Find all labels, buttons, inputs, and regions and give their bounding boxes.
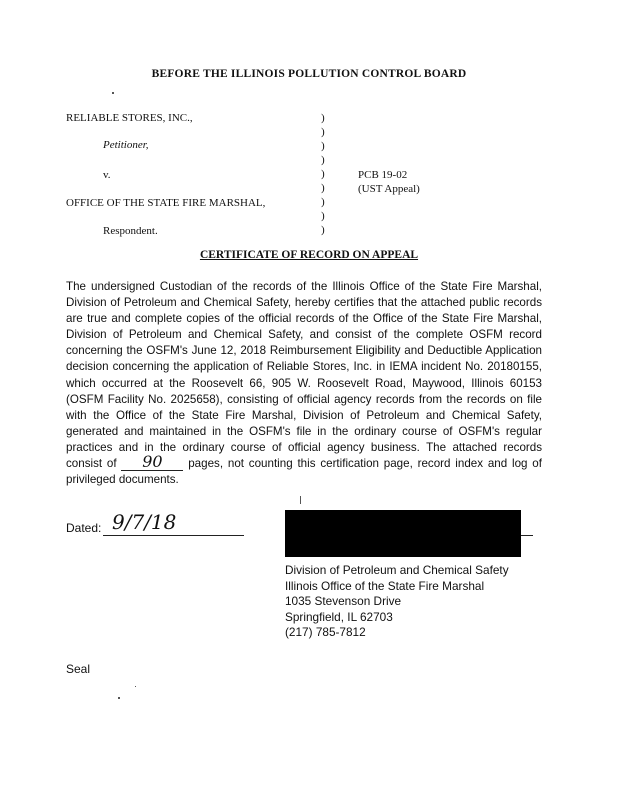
petitioner-role: Petitioner, [103, 139, 149, 151]
caption-paren: ) [321, 210, 325, 222]
dated-handwritten-value: 9/7/18 [112, 510, 177, 534]
certificate-body-text: The undersigned Custodian of the records of the Illinois Office of the State Fire Marshal, Division of Petroleum and Chemical Safety, hereby certifies that the attached public records are true and complete copies of the official records of the Office of the State Fire Marshal, Division of Petroleum and Chemical Safety, and consist of the complete OSFM record concerning the OSFM's June 12, 2018 Reimbursement Eligibility and Deductible Application decision concerning the application of Reliable Stores, Inc. in IEMA incident No. 20180155, which occurred at the Roosevelt 66, 905 W. Roosevelt Road, Maywood, Illinois 60153 (OSFM Facility No. 2025658), consisting of official agency records from the records on file with the Office of the State Fire Marshal, Division of Petroleum and Chemical Safety, generated and maintained in the OSFM's file in the ordinary course of OSFM's regular practices and in the ordinary course of official agency business. The attached records consist of [66, 280, 542, 471]
address-line: (217) 785-7812 [285, 625, 366, 639]
dated-signature-line [103, 535, 244, 536]
redacted-signature-block [285, 510, 521, 557]
caption-paren: ) [321, 224, 325, 236]
respondent-name: OFFICE OF THE STATE FIRE MARSHAL, [66, 197, 266, 209]
address-line: Illinois Office of the State Fire Marshal [285, 578, 485, 593]
case-number: PCB 19-02 [358, 169, 408, 181]
custodian-address-block [285, 563, 509, 641]
caption-paren: ) [321, 140, 325, 152]
scan-speck [135, 686, 136, 687]
dated-label: Dated: [66, 521, 102, 535]
versus-label: v. [103, 169, 111, 181]
address-line: Springfield, IL 62703 [285, 609, 393, 624]
scan-speck [118, 697, 120, 699]
caption-paren: ) [321, 154, 325, 166]
caption-paren: ) [321, 168, 325, 180]
caption-paren: ) [321, 112, 325, 124]
respondent-role: Respondent. [103, 225, 158, 237]
certificate-body-text-end: pages, not counting this certification page, record index and log of privileged documents. [66, 457, 542, 487]
petitioner-name: RELIABLE STORES, INC., [66, 112, 193, 124]
signature-line [521, 535, 533, 536]
address-line: Division of Petroleum and Chemical Safety [285, 563, 509, 577]
board-title: BEFORE THE ILLINOIS POLLUTION CONTROL BOARD [151, 68, 467, 80]
case-type: (UST Appeal) [358, 183, 420, 195]
scan-speck [112, 92, 114, 94]
certificate-title: CERTIFICATE OF RECORD ON APPEAL [199, 249, 419, 261]
caption-paren: ) [321, 182, 325, 194]
page-count-handwritten: 90 [142, 452, 163, 472]
scan-speck [300, 496, 301, 504]
seal-label: Seal [66, 662, 91, 676]
caption-paren: ) [321, 196, 325, 208]
caption-paren: ) [321, 126, 325, 138]
certificate-body [66, 279, 542, 488]
address-line: 1035 Stevenson Drive [285, 594, 402, 608]
page-count-blank [121, 452, 183, 472]
